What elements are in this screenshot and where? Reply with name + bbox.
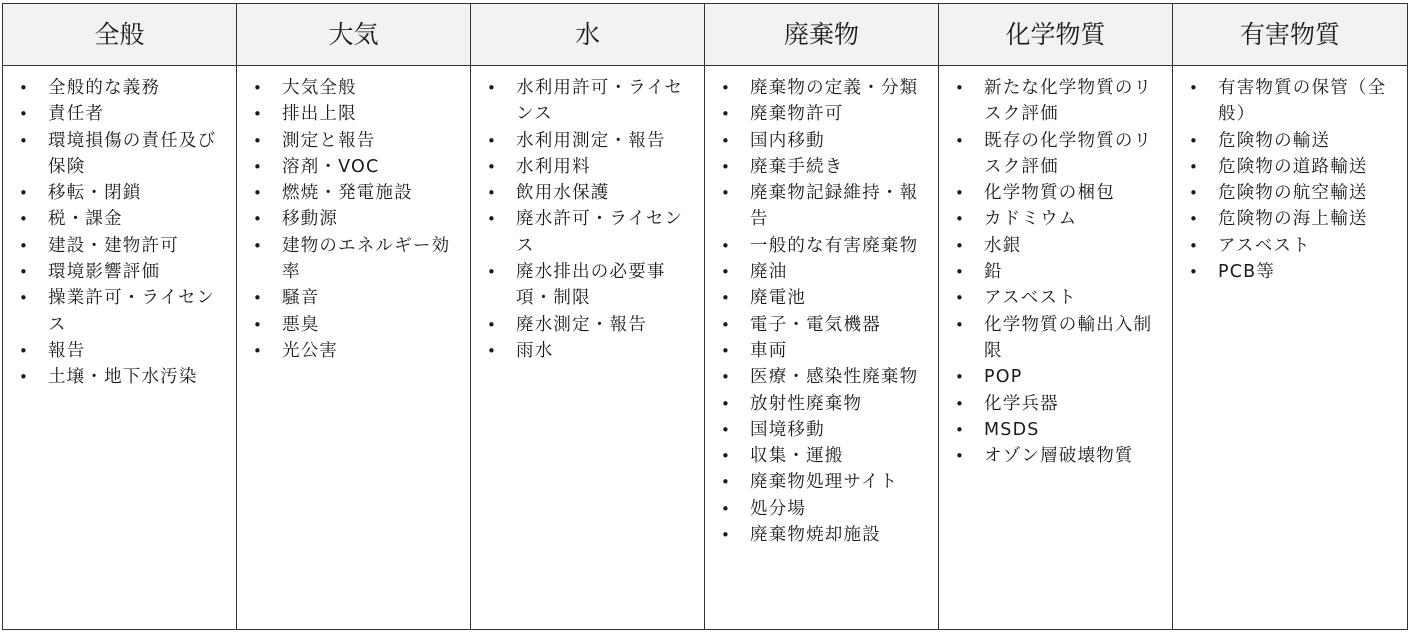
list-item: • PCB等 <box>1187 259 1399 285</box>
list-item: • 国内移動 <box>719 128 930 154</box>
list-item: • 新たな化学物質のリスク評価 <box>953 75 1164 128</box>
list-item: • 騒音 <box>251 285 462 311</box>
list-item: • 廃油 <box>719 259 930 285</box>
list-item: • 廃棄手続き <box>719 154 930 180</box>
list-item: • 飲用水保護 <box>485 180 696 206</box>
list-item: • 税・課金 <box>17 206 228 232</box>
item-list <box>719 75 930 548</box>
list-item: • 車両 <box>719 338 930 364</box>
list-item: • 医療・感染性廃棄物 <box>719 364 930 390</box>
column-waste <box>705 66 939 629</box>
list-item: • 化学物質の梱包 <box>953 180 1164 206</box>
list-item: • 環境損傷の責任及び保険 <box>17 128 228 181</box>
header-chemicals: 化学物質 <box>939 4 1173 66</box>
column-air <box>237 66 471 629</box>
item-list <box>485 75 696 364</box>
list-item: • 建設・建物許可 <box>17 233 228 259</box>
item-list <box>1187 75 1399 285</box>
list-item: • 危険物の輸送 <box>1187 128 1399 154</box>
list-item: • 電子・電気機器 <box>719 312 930 338</box>
list-item: • カドミウム <box>953 206 1164 232</box>
list-item: • 水銀 <box>953 233 1164 259</box>
column-general <box>3 66 237 629</box>
list-item: • 廃水許可・ライセンス <box>485 206 696 259</box>
header-general: 全般 <box>3 4 237 66</box>
list-item: • MSDS <box>953 417 1164 443</box>
list-item: • 雨水 <box>485 338 696 364</box>
list-item: • 水利用料 <box>485 154 696 180</box>
list-item: • 危険物の航空輸送 <box>1187 180 1399 206</box>
header-water: 水 <box>471 4 705 66</box>
list-item: • 建物のエネルギー効率 <box>251 233 462 286</box>
list-item: • 報告 <box>17 338 228 364</box>
list-item: • 有害物質の保管（全般） <box>1187 75 1399 128</box>
list-item: • オゾン層破壊物質 <box>953 443 1164 469</box>
list-item: • 責任者 <box>17 101 228 127</box>
item-list <box>953 75 1164 469</box>
list-item: • 廃棄物の定義・分類 <box>719 75 930 101</box>
list-item: • 廃電池 <box>719 285 930 311</box>
header-waste: 廃棄物 <box>705 4 939 66</box>
list-item: • 大気全般 <box>251 75 462 101</box>
list-item: • アスベスト <box>953 285 1164 311</box>
list-item: • 放射性廃棄物 <box>719 391 930 417</box>
list-item: • 危険物の海上輸送 <box>1187 206 1399 232</box>
list-item: • 既存の化学物質のリスク評価 <box>953 128 1164 181</box>
list-item: • 一般的な有害廃棄物 <box>719 233 930 259</box>
list-item: • 燃焼・発電施設 <box>251 180 462 206</box>
column-chemicals <box>939 66 1173 629</box>
list-item: • 移動源 <box>251 206 462 232</box>
list-item: • 化学物質の輸出入制限 <box>953 312 1164 365</box>
list-item: • 収集・運搬 <box>719 443 930 469</box>
column-hazardous-substances <box>1173 66 1407 629</box>
list-item: • 溶剤・VOC <box>251 154 462 180</box>
list-item: • 土壌・地下水汚染 <box>17 364 228 390</box>
list-item: • 廃棄物焼却施設 <box>719 522 930 548</box>
list-item: • 廃棄物処理サイト <box>719 469 930 495</box>
list-item: • 鉛 <box>953 259 1164 285</box>
regulation-category-table <box>2 3 1408 630</box>
item-list <box>251 75 462 364</box>
column-water <box>471 66 705 629</box>
list-item: • 環境影響評価 <box>17 259 228 285</box>
list-item: • 危険物の道路輸送 <box>1187 154 1399 180</box>
list-item: • 廃棄物記録維持・報告 <box>719 180 930 233</box>
list-item: • 処分場 <box>719 496 930 522</box>
list-item: • 移転・閉鎖 <box>17 180 228 206</box>
list-item: • 廃水測定・報告 <box>485 312 696 338</box>
list-item: • 操業許可・ライセンス <box>17 285 228 338</box>
list-item: • 化学兵器 <box>953 391 1164 417</box>
list-item: • 廃棄物許可 <box>719 101 930 127</box>
list-item: • 悪臭 <box>251 312 462 338</box>
list-item: • 廃水排出の必要事項・制限 <box>485 259 696 312</box>
item-list <box>17 75 228 391</box>
header-air: 大気 <box>237 4 471 66</box>
header-hazardous-substances: 有害物質 <box>1173 4 1407 66</box>
list-item: • 排出上限 <box>251 101 462 127</box>
list-item: • 水利用許可・ライセンス <box>485 75 696 128</box>
list-item: • POP <box>953 364 1164 390</box>
list-item: • 全般的な義務 <box>17 75 228 101</box>
list-item: • 測定と報告 <box>251 128 462 154</box>
list-item: • 光公害 <box>251 338 462 364</box>
list-item: • 国境移動 <box>719 417 930 443</box>
list-item: • 水利用測定・報告 <box>485 128 696 154</box>
list-item: • アスベスト <box>1187 233 1399 259</box>
